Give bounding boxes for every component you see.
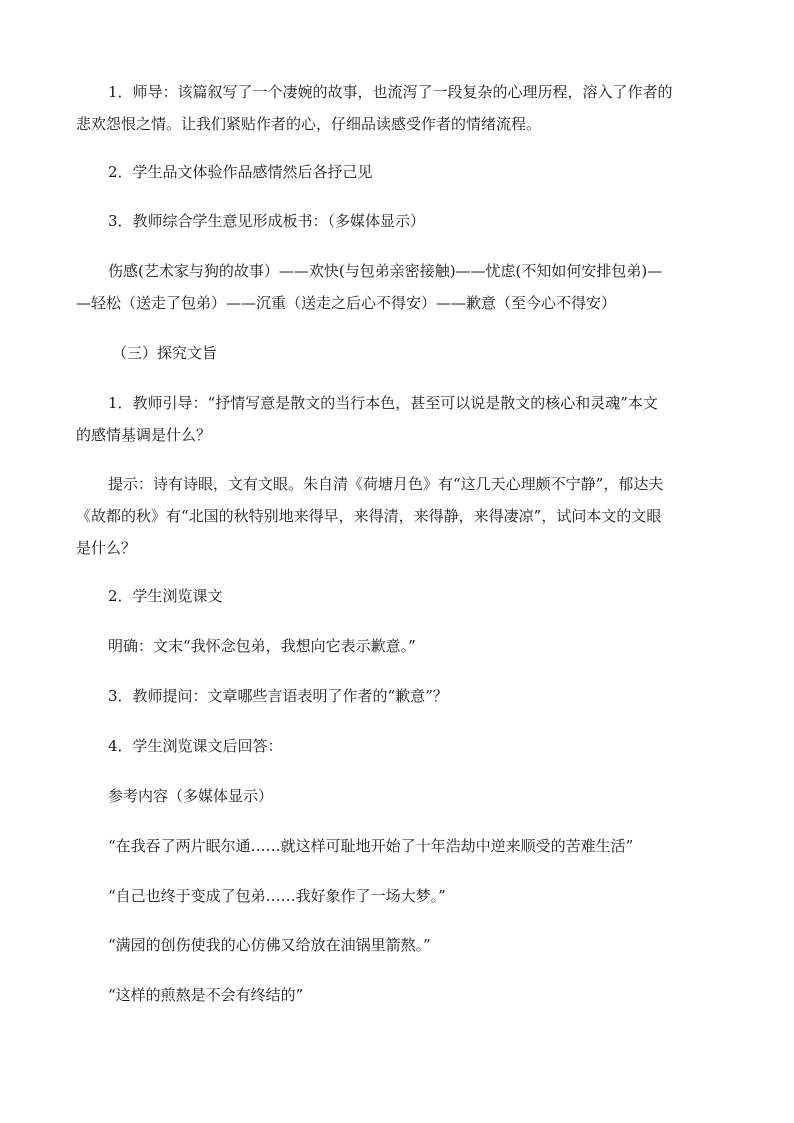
paragraph-teacher-summary xyxy=(76,205,716,237)
text-line: 《故都的秋》有“北国的秋特别地来得早，来得清，来得静，来得凄凉”，试问本文的文眼 xyxy=(76,507,662,525)
paragraph-hint xyxy=(76,468,716,564)
quote-text: “这样的煎熬是不会有终结的” xyxy=(108,986,304,1004)
paragraph-teacher-lead xyxy=(76,387,716,451)
paragraph-student-response xyxy=(76,156,716,188)
text-line: 提示：诗有诗眼，文有文眼。朱自清《荷塘月色》有“这几天心理颇不宁静”，郁达夫 xyxy=(108,475,664,493)
paragraph-student-browse xyxy=(76,580,716,612)
paragraph-reference xyxy=(76,780,716,812)
text-line: 2．学生品文体验作品感情然后各抒己见 xyxy=(108,163,373,181)
quote-text: “自己也终于变成了包弟……我好象作了一场大梦。” xyxy=(108,887,446,905)
text-line: 1．教师引导：“抒情写意是散文的当行本色，甚至可以说是散文的核心和灵魂”本文 xyxy=(108,394,658,412)
paragraph-clarify xyxy=(76,630,716,662)
text-line: 的感情基调是什么？ xyxy=(76,426,212,444)
text-line: 伤感(艺术家与狗的故事）——欢快(与包弟亲密接触)——忧虑(不知如何安排包弟)— xyxy=(108,262,663,280)
paragraph-student-answer xyxy=(76,730,716,762)
text-line: 参考内容（多媒体显示） xyxy=(108,787,274,805)
quote-1 xyxy=(76,830,716,862)
quote-text: “满园的创伤使我的心仿佛又给放在油锅里箭熬。” xyxy=(108,936,431,954)
text-line: 明确：文末“我怀念包弟，我想向它表示歉意。” xyxy=(108,637,416,655)
paragraph-emotion-flow xyxy=(76,255,716,319)
section-heading: （三）探究文旨 xyxy=(112,344,218,362)
paragraph-teacher-question xyxy=(76,680,716,712)
quote-3 xyxy=(76,929,716,961)
quote-4 xyxy=(76,979,716,1011)
section-heading-explore-theme xyxy=(76,337,716,369)
text-line: 3．教师综合学生意见形成板书：（多媒体显示） xyxy=(108,212,426,230)
paragraph-teacher-guide xyxy=(76,76,716,140)
text-line: —轻松（送走了包弟）——沉重（送走之后心不得安）——歉意（至今心不得安） xyxy=(76,294,617,312)
text-line: 4．学生浏览课文后回答： xyxy=(108,737,283,755)
text-line: 悲欢怨恨之情。让我们紧贴作者的心，仔细品读感受作者的情绪流程。 xyxy=(76,115,542,133)
text-line: 2．学生浏览课文 xyxy=(108,587,223,605)
text-line: 是什么？ xyxy=(76,539,137,557)
quote-2 xyxy=(76,880,716,912)
text-line: 1．师导：该篇叙写了一个凄婉的故事，也流泻了一段复杂的心理历程，溶入了作者的 xyxy=(108,83,673,101)
text-line: 3．教师提问：文章哪些言语表明了作者的“歉意”？ xyxy=(108,687,448,705)
quote-text: “在我吞了两片眠尔通……就这样可耻地开始了十年浩劫中逆来顺受的苦难生活” xyxy=(108,837,634,855)
